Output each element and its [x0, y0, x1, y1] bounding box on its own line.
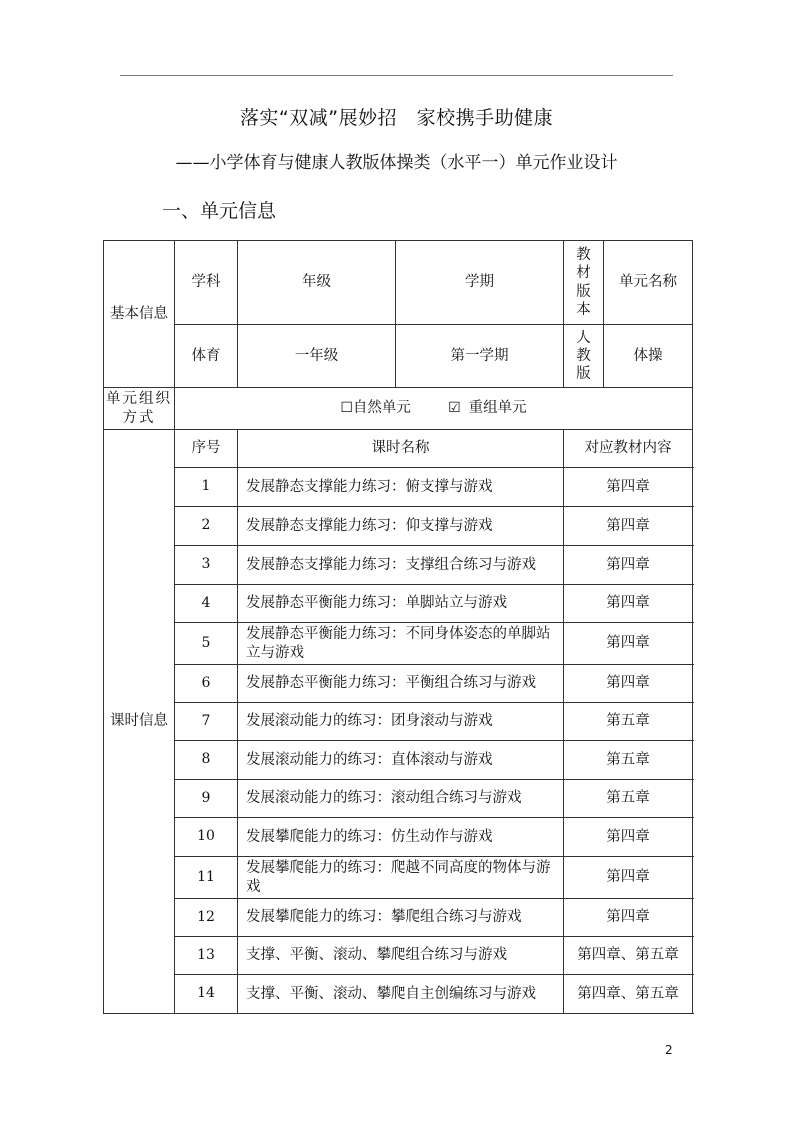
lesson-content: 第五章 [564, 780, 693, 818]
header-semester: 学期 [396, 241, 564, 325]
header-textbook-version: 教 材 版 本 [564, 241, 604, 325]
table-row [104, 665, 693, 703]
lesson-index: 10 [175, 818, 238, 857]
regrouped-unit-checkbox: ☑ [448, 400, 461, 417]
lesson-index: 5 [175, 623, 238, 665]
lesson-index: 1 [175, 468, 238, 507]
table-row [104, 585, 693, 623]
lesson-name: 发展攀爬能力的练习：爬越不同高度的物体与游戏 [238, 857, 564, 899]
lesson-index: 8 [175, 741, 238, 780]
value-textbook-version: 人 教 版 [564, 325, 604, 388]
lesson-name: 发展滚动能力的练习：滚动组合练习与游戏 [238, 780, 564, 818]
table-row [104, 507, 693, 546]
natural-unit-label: 自然单元 [352, 400, 411, 417]
lesson-name: 发展静态支撑能力练习：俯支撑与游戏 [238, 468, 564, 507]
table-row [104, 780, 693, 818]
natural-unit-checkbox: ☐ [340, 400, 353, 417]
document-title: 落实“双减”展妙招 家校携手助健康 [239, 107, 554, 129]
table-row [104, 546, 693, 585]
lesson-content: 第四章 [564, 546, 693, 585]
header-index: 序号 [175, 430, 238, 468]
lesson-name: 发展静态平衡能力练习：不同身体姿态的单脚站立与游戏 [238, 623, 564, 665]
header-rule [120, 75, 673, 76]
lesson-content: 第四章 [564, 857, 693, 899]
document-subtitle: ——小学体育与健康人教版体操类（水平一）单元作业设计 [175, 153, 618, 173]
basic-info-label: 基本信息 [104, 241, 175, 388]
lesson-name: 支撑、平衡、滚动、攀爬自主创编练习与游戏 [238, 975, 564, 1014]
unit-info-table [103, 240, 693, 1014]
header-textbook-content: 对应教材内容 [564, 430, 693, 468]
lesson-index: 6 [175, 665, 238, 703]
lesson-name: 支撑、平衡、滚动、攀爬组合练习与游戏 [238, 937, 564, 975]
table-row [104, 937, 693, 975]
header-lesson-name: 课时名称 [238, 430, 564, 468]
lesson-index: 3 [175, 546, 238, 585]
lesson-index: 14 [175, 975, 238, 1014]
organization-options [175, 388, 693, 430]
lesson-name: 发展滚动能力的练习：团身滚动与游戏 [238, 703, 564, 741]
lesson-name: 发展滚动能力的练习：直体滚动与游戏 [238, 741, 564, 780]
value-semester: 第一学期 [396, 325, 564, 388]
header-grade: 年级 [238, 241, 396, 325]
lesson-content: 第四章、第五章 [564, 937, 693, 975]
value-unit-name: 体操 [604, 325, 693, 388]
lesson-content: 第四章、第五章 [564, 975, 693, 1014]
lesson-index: 9 [175, 780, 238, 818]
value-grade: 一年级 [238, 325, 396, 388]
table-row [104, 975, 693, 1014]
lesson-name: 发展静态支撑能力练习：支撑组合练习与游戏 [238, 546, 564, 585]
lesson-content: 第五章 [564, 741, 693, 780]
lesson-name: 发展攀爬能力的练习：攀爬组合练习与游戏 [238, 899, 564, 937]
lesson-info-label: 课时信息 [104, 430, 175, 1014]
header-subject: 学科 [175, 241, 238, 325]
table-row [104, 468, 693, 507]
lesson-content: 第四章 [564, 468, 693, 507]
lesson-content: 第五章 [564, 703, 693, 741]
table-row [104, 818, 693, 857]
lesson-name: 发展攀爬能力的练习：仿生动作与游戏 [238, 818, 564, 857]
lesson-index: 13 [175, 937, 238, 975]
header-unit-name: 单元名称 [604, 241, 693, 325]
lesson-content: 第四章 [564, 585, 693, 623]
table-row [104, 741, 693, 780]
lesson-index: 12 [175, 899, 238, 937]
value-subject: 体育 [175, 325, 238, 388]
table-row [104, 703, 693, 741]
organization-label: 单元组织方式 [104, 388, 175, 430]
lesson-name: 发展静态支撑能力练习：仰支撑与游戏 [238, 507, 564, 546]
lesson-content: 第四章 [564, 818, 693, 857]
lesson-index: 7 [175, 703, 238, 741]
lesson-content: 第四章 [564, 899, 693, 937]
section-heading: 一、单元信息 [162, 200, 277, 222]
lesson-name: 发展静态平衡能力练习：单脚站立与游戏 [238, 585, 564, 623]
lesson-index: 11 [175, 857, 238, 899]
table-row [104, 623, 693, 665]
table-row [104, 857, 693, 899]
lesson-content: 第四章 [564, 665, 693, 703]
lesson-index: 4 [175, 585, 238, 623]
lesson-content: 第四章 [564, 623, 693, 665]
page-number: 2 [665, 1043, 673, 1057]
lesson-index: 2 [175, 507, 238, 546]
regrouped-unit-label: 重组单元 [468, 400, 527, 417]
lesson-content: 第四章 [564, 507, 693, 546]
table-row [104, 899, 693, 937]
lesson-name: 发展静态平衡能力练习：平衡组合练习与游戏 [238, 665, 564, 703]
